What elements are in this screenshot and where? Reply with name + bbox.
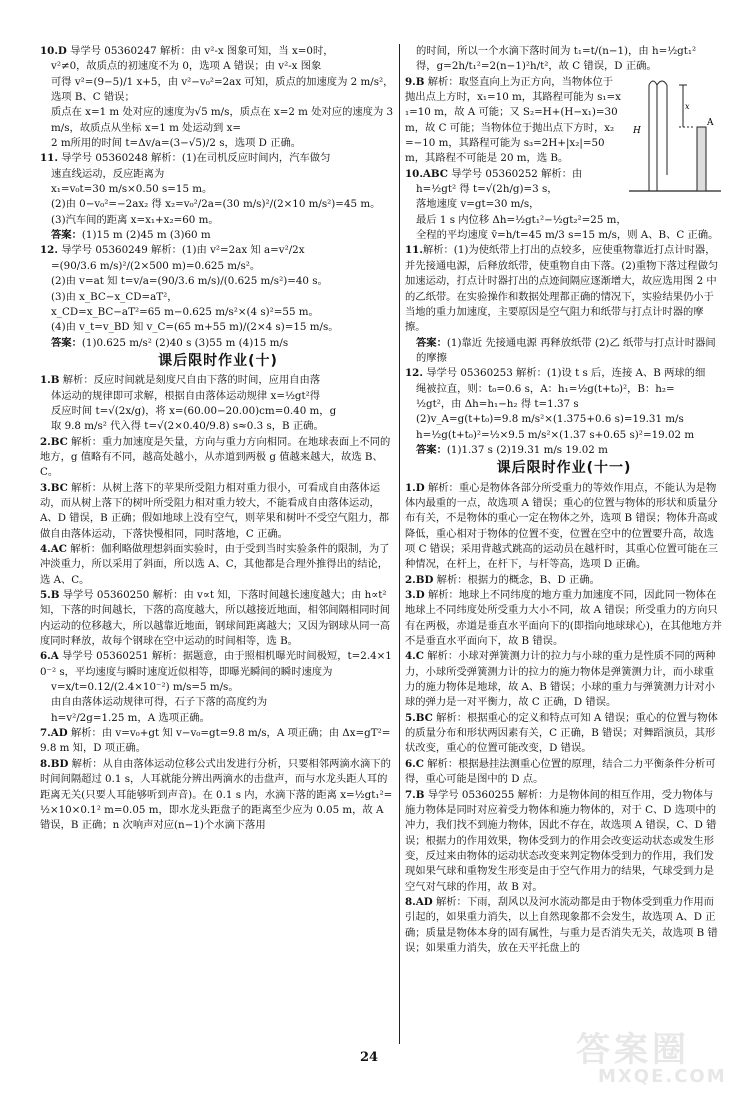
answer-line xyxy=(40,44,396,59)
answer-line xyxy=(40,305,396,320)
line-text: (3)由 x_BC−x_CD=aT²， xyxy=(51,290,178,303)
item-number: 答案： xyxy=(416,443,447,456)
line-text: 解析：重力加速度是矢量，方向与重力方向相同。在地球表面上不同的地方，g 值略有不同，越高处越小，从赤道到两极 g 值越来越大，故选 B、C。 xyxy=(40,435,391,479)
left-column xyxy=(40,44,396,834)
item-number: 1.D xyxy=(405,481,425,494)
answer-line xyxy=(405,895,723,956)
answer-line xyxy=(405,573,723,588)
item-number: 5.BC xyxy=(405,711,433,724)
answer-line xyxy=(40,59,396,74)
answer-line xyxy=(40,213,396,228)
answer-line xyxy=(405,213,723,228)
item-number: 7.AD xyxy=(40,727,68,740)
line-text: 解析：重心是物体各部分所受重力的等效作用点，不能认为是物体内最重的一点，故选项 A 错误；重心的位置与物体的形状和质量分布有关，不是物体的重心一定在物体之外，选项 B 错误；物体升高或降低，重心相对于物体的位置不变，位置在空中的位置要升高，故选项 C 错误；采用背越式跳高的运动员在越杆时，其重心位置可能在三种情况，在杆上，在杆下，与杆等高，选项 D 正确。 xyxy=(405,481,719,571)
item-number: 9.B xyxy=(405,75,425,88)
answer-line xyxy=(405,443,723,458)
item-number: 8.AD xyxy=(405,895,433,908)
line-text: 解析：下雨，刮风以及河水流动都是由于物体受到重力作用而引起的，如果重力消失，以上自然现象都不会发生，故选项 A、D 正确；质量是物体本身的固有属性，与重力是否消失无关，故选项 B 错误；如果重力消失，放在天平托盘上的 xyxy=(405,895,718,954)
line-text: (4)由 v_t=v_BD 知 v_C=(65 m+55 m)/(2×4 s)=15 m/s。 xyxy=(51,321,339,334)
line-text: h=½gt² 得 t=√(2h/g)=3 s， xyxy=(416,183,558,196)
item-number: 10.D xyxy=(40,45,67,57)
item-number: 7.B xyxy=(405,788,425,801)
line-text: 解析：根据悬挂法测重心位置的原理，结合二力平衡条件分析可得，重心可能是图中的 D 点。 xyxy=(405,757,716,786)
line-text: 质点在 x=1 m 处对应的速度为√5 m/s，质点在 x=2 m 处对应的速度为 3 m/s，故质点从坐标 x=1 m 处运动到 x= xyxy=(51,106,394,134)
line-text: 解析：由 v=v₀+gt 知 v−v₀=gt=9.8 m/s，A 项正确；由 Δx=gT²=9.8 m 知，D 项正确。 xyxy=(40,727,391,755)
line-text: x₁=v₀t=30 m/s×0.50 s=15 m。 xyxy=(51,183,213,196)
item-number: 11. xyxy=(405,244,423,257)
line-text: (1)靠近 先接通电源 再释放纸带 (2)乙 纸带与打点计时器间的摩擦 xyxy=(416,336,716,364)
answer-line xyxy=(40,336,396,351)
answer-line xyxy=(40,320,396,335)
answer-line xyxy=(40,389,396,404)
answer-line xyxy=(405,711,723,757)
answer-line xyxy=(405,397,723,412)
line-text: 导学号 05360253 解析：(1)设 t s 后，连接 A、B 两球的细 xyxy=(422,367,706,380)
line-text: h=v²/2g=1.25 m，A 选项正确。 xyxy=(51,711,210,724)
item-number: 5.B xyxy=(40,589,60,602)
item-number: 3.D xyxy=(405,589,425,602)
answer-line xyxy=(405,44,723,59)
line-text: x_CD=x_BC−aT²=65 m−0.625 m/s²×(4 s)²=55 m。 xyxy=(51,305,319,318)
item-number: 6.A xyxy=(40,650,59,663)
line-text: 解析：从树上落下的苹果所受阻力相对重力很小，可看成自由落体运动，而从树上落下的树叶所受阻力相对重力较大，不能看成自由落体运动，A、D 错误，B 正确；假如地球上没有空气，则苹果和树叶不受空气阻力，都做自由落体运动，下落快慢相同，同时落地，C 正确。 xyxy=(40,481,390,540)
answer-line xyxy=(405,336,723,367)
line-text: 解析：根据力的概念，B、D 正确。 xyxy=(433,573,600,586)
section-title: 课后限时作业(十) xyxy=(158,352,278,369)
line-text: 解析：(1)为使纸带上打出的点较多，应使重物靠近打点计时器，并先接通电源，后释放纸带，使重物自由下落。(2)重物下落过程做匀加速运动，打点计时器打出的点迹间隔应逐渐增大，故应选用图 2 中的乙纸带。在实验操作和数据处理都正确的情况下，实验结果仍小于当地的重力加速度，主要原因是空气阻力和纸带与打点计时器的摩擦。 xyxy=(405,244,719,334)
watermark-url: MXQE.COM xyxy=(598,1066,727,1087)
item-number: 2.BD xyxy=(405,573,434,586)
answer-line xyxy=(40,105,396,136)
item-number: 4.C xyxy=(405,650,424,663)
answer-line xyxy=(40,542,396,588)
line-text: 绳被拉直，则：t₀=0.6 s，A：h₁=½g(t+t₀)²，B：h₂= xyxy=(416,382,675,395)
answer-line xyxy=(405,788,723,895)
line-text: =(90/3.6 m/s)²/(2×500 m)=0.625 m/s²。 xyxy=(51,259,261,272)
answer-line xyxy=(40,481,396,542)
line-text: (1)0.625 m/s² (2)40 s (3)55 m (4)15 m/s xyxy=(81,336,289,349)
line-text: 导学号 05360255 解析：力是物体间的相互作用，受力物体与施力物体是同时对应着受力物体和施力物体的，对于 C、D 选项中的冲力，我们找不到施力物体，因此不存在，故选项 A 错误，C、D 错误；根据力的作用效果，物体受到力的作用会改变运动状态或发生形变，反过来由物体的运动状态改变来判定物体受到力的作用，我们发现如果气球和重物发生形变是由于空气作用力的结果，气球受到力是空气对气球的作用，故 B 对。 xyxy=(405,788,717,893)
line-text: v=x/t=0.12/(2.4×10⁻²) m/s=5 m/s。 xyxy=(51,681,239,694)
answer-line xyxy=(405,382,723,397)
answer-line xyxy=(40,290,396,305)
line-text: 速直线运动，反应距离为 xyxy=(51,167,165,180)
line-text: 导学号 05360249 解析：(1)由 v²=2ax 知 a=v²/2x xyxy=(57,244,305,257)
item-number: 10.ABC xyxy=(405,167,448,180)
line-text: 最后 1 s 内位移 Δh=½gt₁²−½gt₂²=25 m， xyxy=(416,213,627,226)
line-text: v²≠0，故质点的初速度不为 0，选项 A 错误；由 v²-x 图象 xyxy=(51,60,322,73)
answer-line xyxy=(40,419,396,434)
answer-line xyxy=(405,228,723,243)
line-text: (3)汽车间的距离 x=x₁+x₂=60 m。 xyxy=(51,213,219,226)
line-text: 2 m所用的时间 t=Δv/a=(3−√5)/2 s，选项 D 正确。 xyxy=(51,137,302,150)
page-number: 24 xyxy=(360,1050,379,1065)
answer-line xyxy=(40,274,396,289)
item-number: 3.BC xyxy=(40,481,68,494)
line-text: ½gt²，由 Δh=h₁−h₂ 得 t=1.37 s xyxy=(416,397,579,410)
line-text: 反应时间 t=√(2x/g)，将 x=(60.00−20.00)cm=0.40 m，g xyxy=(51,404,337,417)
answer-line xyxy=(405,59,723,74)
answer-line xyxy=(40,228,396,243)
watermark-logo xyxy=(570,1020,740,1090)
answer-line xyxy=(40,373,396,388)
answer-line xyxy=(40,197,396,212)
answer-line xyxy=(40,182,396,197)
line-text: 导学号 05360250 解析：由 v∝t 知，下落时间越长速度越大；由 h∝t² 知，下落的时间越长，下落的高度越大，所以越接近地面，相邻间隔相同时间内运动的位移越大，所以越靠近地面，钢球间距离越大；又因为钢球从同一高度同时释放，故每个钢球在空中运动的时间相等，选 B。 xyxy=(40,589,391,648)
answer-line xyxy=(40,75,396,106)
answer-line xyxy=(40,435,396,481)
answer-line xyxy=(40,243,396,258)
line-text: 解析：取竖直向上为正方向，当物体位于抛出点上方时，x₁=10 m，其路程可能为 s₁=x₁=10 m，故 A 可能；又 S₂=H+(H−x₁)=30 m，故 C 可能；当物体位于抛出点下方时，x₂=−10 m，其路程可能为 s₃=2H+|x₂|=50 m，其路程不可能是 20 m，选 B。 xyxy=(405,75,621,165)
answer-line xyxy=(405,412,723,427)
item-number: 8.BD xyxy=(40,757,69,770)
answer-line xyxy=(40,167,396,182)
answer-line xyxy=(40,151,396,166)
answer-line xyxy=(405,428,723,443)
section-title: 课后限时作业(十一) xyxy=(496,460,632,477)
svg-text:A: A xyxy=(707,117,714,128)
line-text: 导学号 05360252 解析：由 xyxy=(448,167,583,180)
column-divider xyxy=(399,44,400,1044)
line-text: 体运动的规律即可求解，根据自由落体运动规律 x=½gt²得 xyxy=(51,389,321,402)
answer-line xyxy=(405,588,723,649)
answer-line xyxy=(405,243,723,335)
item-number: 4.AC xyxy=(40,543,67,555)
answer-line xyxy=(40,259,396,274)
answer-line xyxy=(40,695,396,710)
item-number: 6.C xyxy=(405,757,424,770)
line-text: (1)15 m (2)45 m (3)60 m xyxy=(81,229,211,242)
line-text: (2)v_A=g(t+t₀)=9.8 m/s²×(1.375+0.6 s)=19.31 m/s xyxy=(416,413,684,426)
answer-line xyxy=(405,197,723,212)
answer-line xyxy=(40,711,396,726)
svg-text:H: H xyxy=(633,125,641,136)
line-text: 得，g=2h/t₁²=2(n−1)²h/t²，故 C 错误，D 正确。 xyxy=(416,60,657,73)
answer-line xyxy=(40,404,396,419)
answer-line xyxy=(405,481,723,573)
answer-line xyxy=(40,680,396,695)
item-number: 11. xyxy=(40,152,58,165)
watermark-text: 答案圈 xyxy=(576,1030,690,1070)
answer-line xyxy=(40,136,396,151)
svg-text:x: x xyxy=(685,101,690,111)
answer-line xyxy=(40,649,396,680)
item-number: 1.B xyxy=(40,374,60,387)
right-column xyxy=(405,44,723,956)
line-text: (2)由 0−v₀²=−2ax₂ 得 x₂=v₀²/2a=(30 m/s)²/(2×10 m/s²)=45 m。 xyxy=(51,198,381,211)
line-text: 导学号 05360247 解析：由 v²-x 图象可知，当 x=0时， xyxy=(66,45,334,57)
line-text: 解析：从自由落体运动位移公式出发进行分析，只要相邻两滴水滴下的时间间隔超过 0.1 s，人耳就能分辨出两滴水的击盘声，而与水龙头距人耳的距离无关(只要人耳能够听到声音)。在 0.1 s 内，水滴下落的距离 x=½gt₁²=½×10×0.1² m=0.05 m，即水龙头距盘子的距离至少应为 0.05 m，故 A 错误，B 正确；n 次响声对应(n−1)个水滴下落用 xyxy=(40,757,393,832)
item-number: 12. xyxy=(405,367,423,380)
answer-line xyxy=(40,588,396,649)
line-text: 导学号 05360251 解析：据题意，由于照相机曝光时间极短，t=2.4×10⁻² s，平均速度与瞬时速度近似相等，即曝光瞬间的瞬时速度为 xyxy=(40,650,392,678)
line-text: 可得 v²=(9−5)/1 x+5，由 v²−v₀²=2ax 可知，质点的加速度为 2 m/s²，选项 B、C 错误； xyxy=(51,75,394,104)
line-text: 解析：伽利略做理想斜面实验时，由于受到当时实验条件的限制，为了冲淡重力，所以采用了斜面，所以选 A、C，其他都是合理外推得出的结论，选 A、C。 xyxy=(40,543,390,586)
answer-line xyxy=(40,757,396,834)
trajectory-diagram xyxy=(627,75,723,195)
item-number: 答案： xyxy=(416,336,447,349)
line-text: 的时间，所以一个水滴下落时间为 t₁=t/(n−1)，由 h=½gt₁² xyxy=(416,45,697,57)
line-text: h=½g(t+t₀)²=½×9.5 m/s²×(1.37 s+0.65 s)²=19.02 m xyxy=(416,428,695,441)
line-text: 取 9.8 m/s² 代入得 t=√(2×0.40/9.8) s≈0.3 s，B 正确。 xyxy=(51,420,324,433)
line-text: 导学号 05360248 解析：(1)在司机反应时间内，汽车做匀 xyxy=(57,152,331,165)
line-text: (2)由 v=at 知 t=v/a=(90/3.6 m/s)/(0.625 m/s²)=40 s。 xyxy=(51,275,328,288)
line-text: 解析：根据重心的定义和特点可知 A 错误；重心的位置与物体的质量分布和形状两因素有关，C 正确，B 错误；对舞蹈演员，其形状改变，重心的位置可能改变，D 错误。 xyxy=(405,711,718,755)
line-text: 落地速度 v=gt=30 m/s， xyxy=(416,198,540,211)
line-text: 解析：小球对弹簧测力计的拉力与小球的重力是性质不同的两种力，小球所受弹簧测力计的拉力的施力物体是弹簧测力计，而小球重力的施力物体是地球，故 A、B 错误；小球的重力与弹簧测力计对小球的弹力是一对平衡力，故 C 正确，D 错误。 xyxy=(405,650,716,709)
line-text: (1)1.37 s (2)19.31 m/s 19.02 m xyxy=(446,443,608,456)
line-text: 解析：地球上不同纬度的地方重力加速度不同，因此同一物体在地球上不同纬度处所受重力大小不同，故 A 错误；所受重力的方向只有在两极，赤道是垂直水平面向下的(即指向地球球心)，在其他地方并不是垂直水平面向下，故 B 错误。 xyxy=(405,589,722,648)
item-number: 答案： xyxy=(51,336,82,349)
answer-line xyxy=(405,649,723,710)
answer-line xyxy=(405,366,723,381)
answer-line xyxy=(40,726,396,757)
item-number: 答案： xyxy=(51,229,82,242)
line-text: 解析：反应时间就是刻度尺自由下落的时间，应用自由落 xyxy=(59,374,321,387)
line-text: 由自由落体运动规律可得，石子下落的高度约为 xyxy=(51,696,268,709)
item-number: 2.BC xyxy=(40,435,68,448)
item-number: 12. xyxy=(40,244,58,257)
line-text: 全程的平均速度 v̄=h/t=45 m/3 s=15 m/s，则 A、B、C 正确。 xyxy=(416,229,719,242)
answer-line xyxy=(405,757,723,788)
